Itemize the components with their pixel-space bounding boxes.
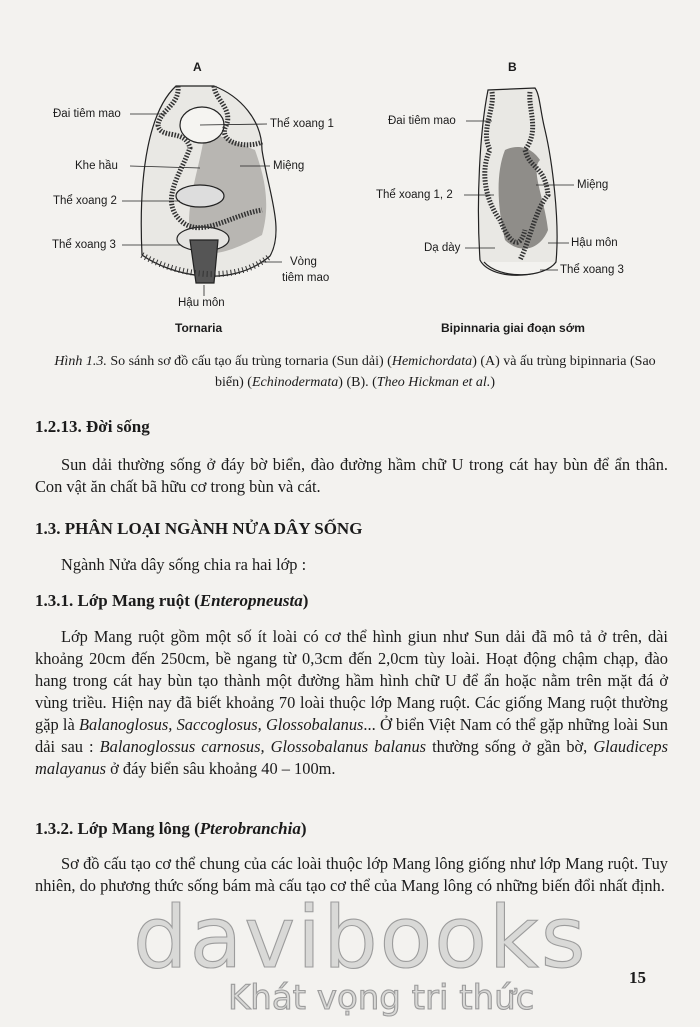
paragraph-mang-ruot [35,626,668,780]
heading-1-3-1 [35,591,308,611]
paragraph-doi-song: Sun dải thường sống ở đáy bờ biển, đào đường hầm chữ U trong cát hay bùn để ẩn thân. Con vật ăn chất bã hữu cơ trong bùn và cát. [35,455,668,496]
panel-b-letter: B [508,60,517,74]
label-the-xoang-2: Thể xoang 2 [53,195,117,207]
panel-a-title: Tornaria [175,321,223,335]
label-the-xoang-1-2: Thể xoang 1, 2 [376,189,453,201]
watermark-slogan: Khát vọng tri thức [228,978,535,1018]
paragraph-mang-long: Sơ đồ cấu tạo cơ thể chung của các loài thuộc lớp Mang lông giống như lớp Mang ruột. Tuy nhiên, do phương thức sống bám mà cấu tạo cơ thể của Mang lông có những biến đổi nhất định. [35,854,668,895]
heading-1-2-13: 1.2.13. Đời sống [35,417,150,436]
heading-1-3-2 [35,819,307,839]
panel-b-title: Bipinnaria giai đoạn sớm [441,321,585,335]
caption-taxon: Hemichordata [391,354,473,369]
heading-text: 1.3.2. Lớp Mang lông ( [35,819,200,838]
heading-text: 1.3.1. Lớp Mang ruột ( [35,591,200,610]
label-hau-mon: Hậu môn [571,237,618,249]
label-vong-tiem-mao-line1: Vòng [290,256,317,268]
label-hau-mon: Hậu môn [178,297,225,309]
caption-source: Theo Hickman et al. [376,375,491,390]
label-mieng: Miệng [273,160,305,172]
heading-taxon: Pterobranchia [199,819,301,838]
caption-label: Hình 1.3. [54,354,107,369]
caption-text: So sánh sơ đồ cấu tạo ấu trùng tornaria (Sun dải) ( [106,354,392,369]
genus-names: Balanoglosus, Saccoglosus, Glossobalanus [79,715,364,734]
text: Lớp Mang ruột gồm một số ít loài có cơ thể hình giun như Sun dải đã mô tả ở trên, dài khoảng 20cm đến 250cm, bề ngang từ 0,3cm đến 2,0cm tùy loài. Hoạt động chậm chạp, đào hang trong cát hay bùn tạo thành một đường hầm hình chữ U để ẩn hoặc nằm trên mặt đá ở vùng triều. Hiện nay đã biết khoảng 70 loài thuộc lớp Mang ruột. Các giống Mang ruột thường gặp là [35,627,668,734]
caption-taxon: Echinodermata [251,375,339,390]
label-the-xoang-3: Thể xoang 3 [560,264,624,276]
text: ... Ở biển Việt Nam có thể gặp những loài Sun dải sau : [35,715,668,756]
heading-1-3: 1.3. PHÂN LOẠI NGÀNH NỬA DÂY SỐNG [35,519,363,538]
paragraph-intro: Ngành Nửa dây sống chia ra hai lớp : [61,555,307,574]
text: thường sống ở gần bờ, [426,737,594,756]
label-the-xoang-1: Thể xoang 1 [270,118,334,130]
caption-text: ) (B). ( [338,375,377,390]
species-names: Balanoglossus carnosus, Glossobalanus balanus [99,737,427,756]
caption-text: ) [490,375,495,390]
species-name: Glaudiceps malayanus [35,737,668,778]
label-vong-tiem-mao-line2: tiêm mao [282,272,330,284]
tornaria-drawing [141,86,276,283]
bipinnaria-drawing [478,88,557,275]
heading-text: ) [302,591,309,610]
heading-text: ) [300,819,307,838]
watermark-brand: davibooks [133,888,588,988]
panel-a-letter: A [193,60,202,74]
figure-caption [40,351,670,393]
page-number: 15 [629,968,646,987]
label-dai-tiem-mao: Đai tiêm mao [388,115,456,127]
text: ở đáy biển sâu khoảng 40 – 100m. [106,759,336,778]
label-the-xoang-3: Thể xoang 3 [52,239,116,251]
heading-taxon: Enteropneusta [199,591,303,610]
label-dai-tiem-mao: Đai tiêm mao [53,108,121,120]
label-mieng: Miệng [577,179,609,191]
label-khe-hau: Khe hầu [75,160,118,172]
label-da-day: Dạ dày [424,242,461,254]
caption-text: ) (A) và ấu trùng bipinnaria (Sao biển) ( [215,354,656,390]
